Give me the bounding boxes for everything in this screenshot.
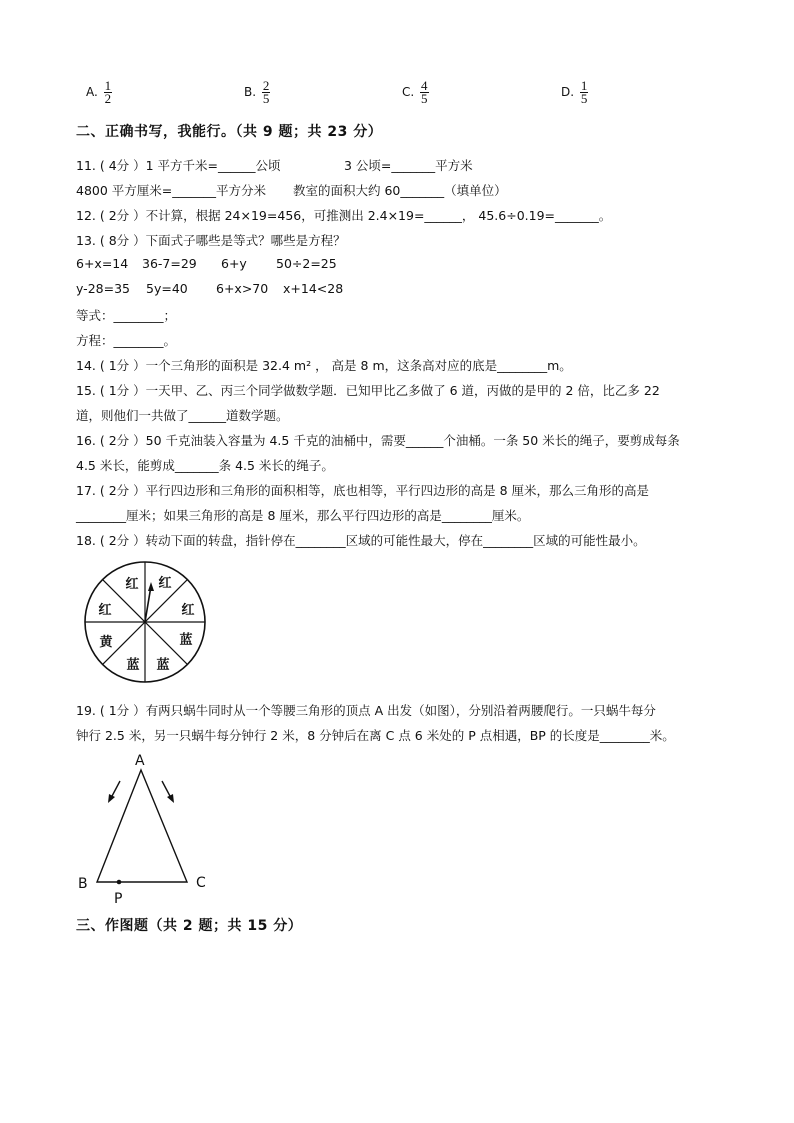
vertex-b-label: B	[78, 876, 88, 892]
q17-line1: 17. ( 2分 ）平行四边形和三角形的面积相等，底也相等，平行四边形的高是 8 厘米，那么三角形的高是	[76, 483, 650, 498]
spinner-sector-label: 蓝	[156, 658, 170, 673]
q13-row2-item: 5y=40	[146, 281, 188, 296]
spinner-sector-label: 蓝	[179, 633, 193, 648]
q13-answer-equations: 等式：________；	[76, 308, 177, 323]
q11-part-a: 11. ( 4分 ）1 平方千米=______公顷	[76, 158, 281, 173]
q14-text: 14. ( 1分 ）一个三角形的面积是 32.4 m² ， 高是 8 m，这条高对应的底是________m。	[76, 358, 572, 373]
q12-text: 12. ( 2分 ）不计算，根据 24×19=456，可推测出 2.4×19=______， 45.6÷0.19=_______。	[76, 208, 612, 223]
spinner-sector-label: 红	[158, 576, 172, 591]
triangle-diagram	[70, 750, 220, 910]
spinner-sector-label: 红	[98, 603, 112, 618]
option-a	[86, 80, 112, 105]
option-b	[244, 80, 270, 105]
spinner-sector-label: 红	[181, 603, 195, 618]
q13-title: 13. ( 8分 ）下面式子哪些是等式？哪些是方程？	[76, 233, 346, 248]
q13-answer-equations-unknown: 方程：________。	[76, 333, 177, 348]
vertex-a-label: A	[135, 753, 145, 769]
q19-line1: 19. ( 1分 ）有两只蜗牛同时从一个等腰三角形的顶点 A 出发（如图），分别沿着两腰爬行。一只蜗牛每分	[76, 703, 656, 718]
q13-row1-item: 36-7=29	[142, 256, 197, 271]
q17-line2: ________厘米；如果三角形的高是 8 厘米，那么平行四边形的高是________厘米。	[76, 508, 530, 523]
point-p-dot	[117, 880, 122, 885]
q13-row1-item: 6+y	[221, 256, 247, 271]
option-d-fraction: $\frac{1}{5}$	[580, 78, 588, 106]
q13-row2-item: 6+x>70	[216, 281, 269, 296]
q13-row2-item: x+14<28	[283, 281, 344, 296]
q15-line2: 道，则他们一共做了______道数学题。	[76, 408, 289, 423]
isosceles-triangle	[97, 770, 187, 882]
arrow-right-icon	[162, 781, 174, 803]
arrow-left-icon	[108, 781, 120, 803]
q15-line1: 15. ( 1分 ）一天甲、乙、丙三个同学做数学题．已知甲比乙多做了 6 道，丙做的是甲的 2 倍，比乙多 22	[76, 383, 660, 398]
option-d-label: D.	[561, 85, 575, 99]
spinner-pointer	[145, 582, 154, 622]
option-c-label: C.	[402, 85, 415, 99]
section2-title: 二、正确书写，我能行。（共 9 题；共 23 分）	[76, 124, 383, 140]
vertex-c-label: C	[196, 875, 206, 891]
q11-part-d: 教室的面积大约 60_______（填单位）	[293, 183, 507, 198]
option-c	[402, 80, 429, 105]
spinner-sector-label: 红	[125, 577, 139, 592]
spinner-sector-label: 黄	[99, 635, 113, 650]
q16-line1: 16. ( 2分 ）50 千克油装入容量为 4.5 千克的油桶中，需要______个油桶。一条 50 米长的绳子，要剪成每条	[76, 433, 680, 448]
option-b-fraction: $\frac{2}{5}$	[262, 78, 270, 106]
option-c-fraction: $\frac{4}{5}$	[421, 78, 428, 106]
section3-title: 三、作图题（共 2 题；共 15 分）	[76, 918, 303, 934]
q11-part-b: 3 公顷=_______平方米	[344, 158, 473, 173]
q19-line2: 钟行 2.5 米，另一只蜗牛每分钟行 2 米，8 分钟后在离 C 点 6 米处的 P 点相遇，BP 的长度是________米。	[76, 728, 675, 743]
option-a-label: A.	[86, 85, 98, 99]
q13-row1-item: 6+x=14	[76, 256, 129, 271]
q18-text: 18. ( 2分 ）转动下面的转盘，指针停在________区域的可能性最大，停在________区域的可能性最小。	[76, 533, 646, 548]
option-a-fraction: $\frac{1}{2}$	[104, 78, 112, 106]
q13-row2-item: y-28=35	[76, 281, 130, 296]
spinner-diagram	[80, 560, 210, 684]
q11-part-c: 4800 平方厘米=_______平方分米	[76, 183, 267, 198]
option-d	[561, 80, 588, 105]
q13-row1-item: 50÷2=25	[276, 256, 337, 271]
option-b-label: B.	[244, 85, 257, 99]
point-p-label: P	[114, 891, 123, 907]
q16-line2: 4.5 米长，能剪成_______条 4.5 米长的绳子。	[76, 458, 334, 473]
spinner-sector-label: 蓝	[126, 658, 140, 673]
